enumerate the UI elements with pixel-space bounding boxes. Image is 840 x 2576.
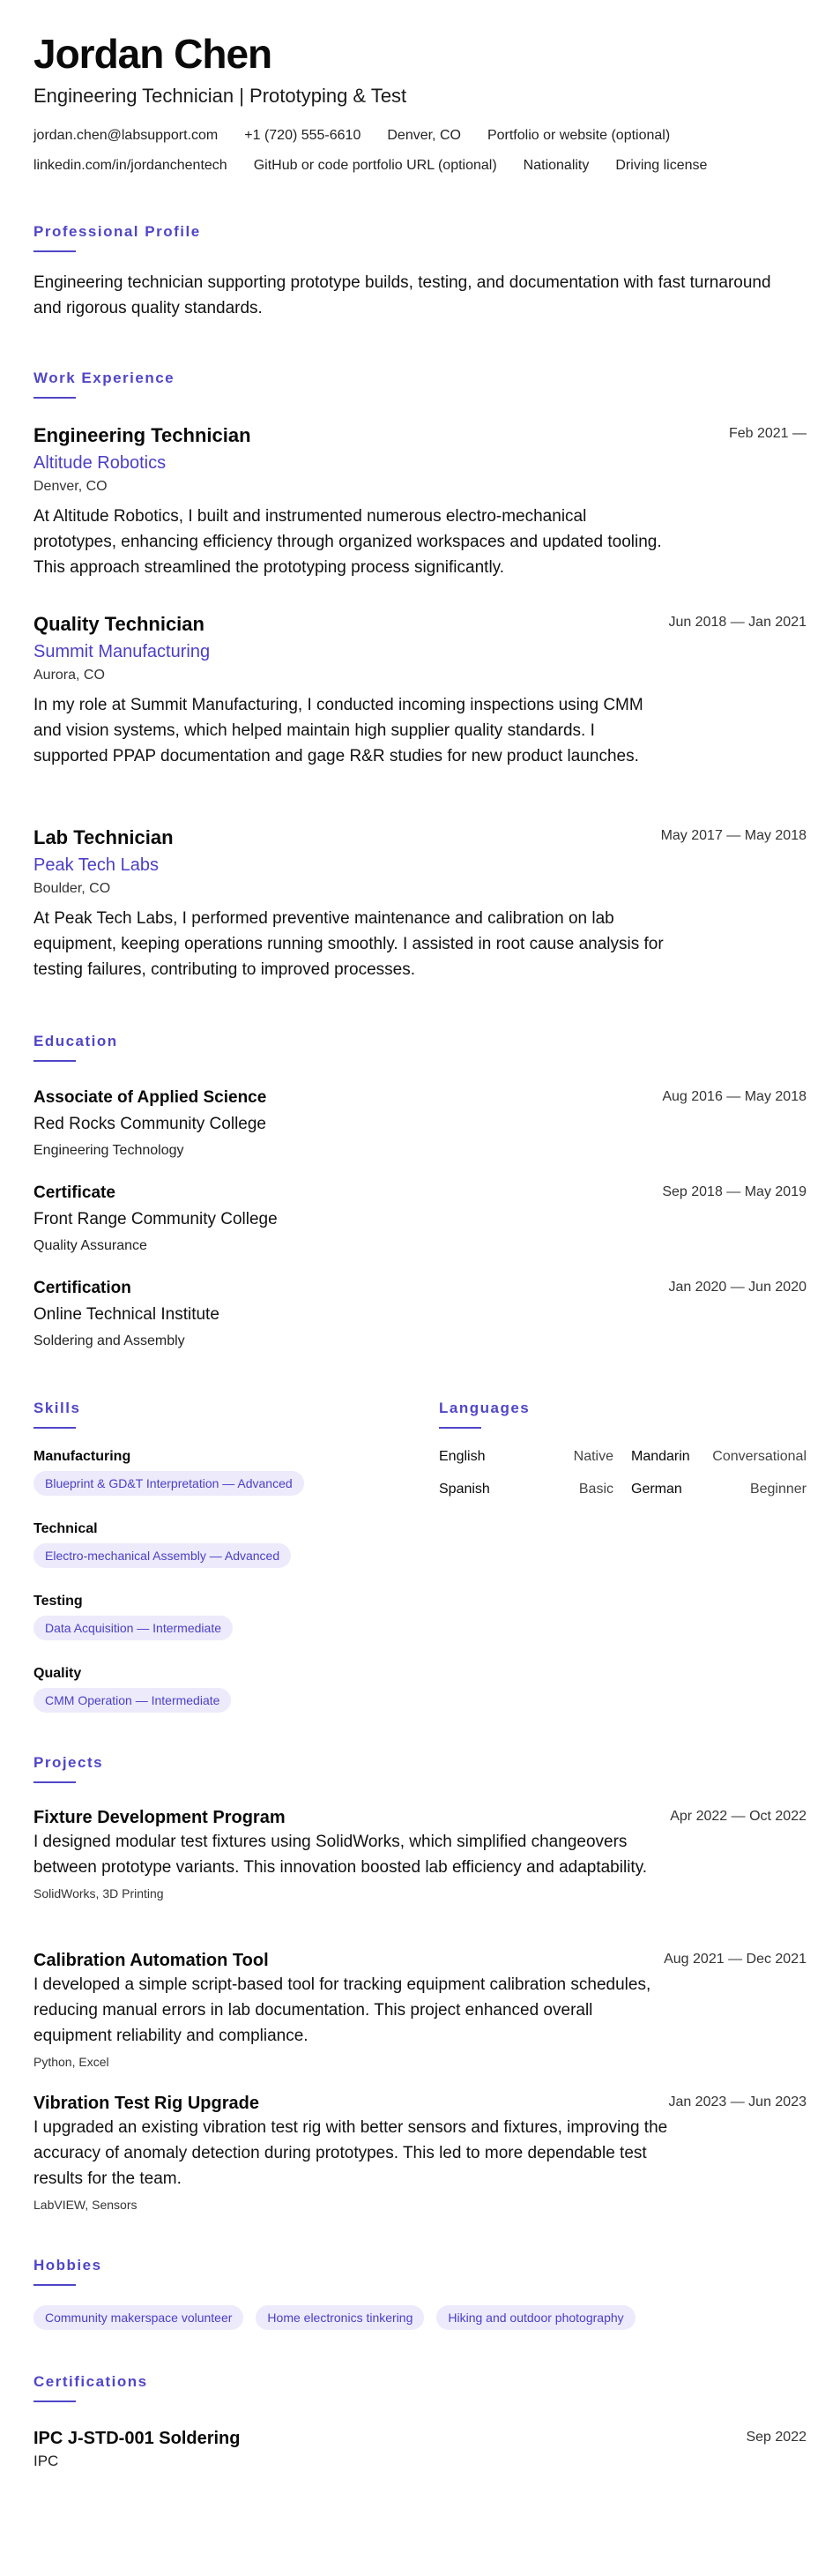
contact-linkedin[interactable]: linkedin.com/in/jordanchentech xyxy=(33,158,227,173)
experience-company: Peak Tech Labs xyxy=(33,855,159,875)
hobby-chip: Home electronics tinkering xyxy=(256,2305,424,2330)
project-item xyxy=(33,1806,807,1901)
experience-description: At Peak Tech Labs, I performed preventive maintenance and calibration on lab equipment, keeping operations running smoothly. I assisted in root cause analysis for testing failures, contributing to improved processes. xyxy=(33,909,664,979)
project-tech: SolidWorks, 3D Printing xyxy=(33,1886,164,1900)
profile-summary: Engineering technician supporting prototype builds, testing, and documentation with fast turnaround and rigorous quality standards. xyxy=(33,273,771,317)
education-field: Soldering and Assembly xyxy=(33,1333,185,1348)
project-description: I designed modular test fixtures using SolidWorks, which simplified changeovers between prototype variants. This innovation boosted lab efficiency and adaptability. xyxy=(33,1833,648,1877)
project-tech: Python, Excel xyxy=(33,2055,109,2069)
education-item xyxy=(33,1182,807,1256)
education-dates: Jan 2020 — Jun 2020 xyxy=(668,1280,807,1295)
profile-section xyxy=(33,222,807,321)
project-item xyxy=(33,1949,807,2070)
language-level: Beginner xyxy=(749,1482,807,1497)
education-degree: Certification xyxy=(33,1279,131,1297)
project-title: Fixture Development Program xyxy=(33,1808,286,1827)
hobby-chip: Hiking and outdoor photography xyxy=(436,2305,635,2330)
project-description: I developed a simple script-based tool for tracking equipment calibration schedules, reducing manual errors in lab documentation. This project enhanced overall equipment reliability and compliance. xyxy=(33,1975,651,2045)
section-title-certifications: Certifications xyxy=(33,2373,148,2390)
education-degree: Certificate xyxy=(33,1183,115,1202)
language-name: Spanish xyxy=(439,1482,490,1497)
hobby-chip: Community makerspace volunteer xyxy=(33,2305,243,2330)
language-level: Basic xyxy=(578,1482,613,1497)
contact-github[interactable]: GitHub or code portfolio URL (optional) xyxy=(253,158,497,173)
experience-title: Engineering Technician xyxy=(33,424,251,446)
project-item xyxy=(33,2092,807,2213)
education-dates: Sep 2018 — May 2019 xyxy=(662,1184,807,1199)
skill-chip: Electro-mechanical Assembly — Advanced xyxy=(33,1543,291,1568)
skill-chip: Blueprint & GD&T Interpretation — Advanced xyxy=(33,1471,304,1496)
section-divider xyxy=(33,1781,76,1783)
skill-category: Testing xyxy=(33,1594,83,1609)
experience-description: At Altitude Robotics, I built and instrumented numerous electro-mechanical prototypes, enhancing efficiency through organized workspaces and updated tooling. This approach streamlined the prototyping process significantly. xyxy=(33,507,662,577)
project-description: I upgraded an existing vibration test rig with better sensors and fixtures, improving the accuracy of anomaly detection during prototypes. This led to more dependable test results for the team. xyxy=(33,2118,668,2188)
project-title: Vibration Test Rig Upgrade xyxy=(33,2094,259,2113)
section-title-projects: Projects xyxy=(33,1754,104,1771)
education-school: Red Rocks Community College xyxy=(33,1115,266,1133)
education-school: Online Technical Institute xyxy=(33,1305,219,1324)
education-section xyxy=(33,1032,807,1358)
language-level: Native xyxy=(573,1449,613,1464)
section-divider xyxy=(33,2284,76,2286)
experience-dates: May 2017 — May 2018 xyxy=(660,828,807,843)
education-school: Front Range Community College xyxy=(33,1210,278,1228)
certification-title: IPC J-STD-001 Soldering xyxy=(33,2429,241,2448)
certifications-section xyxy=(33,2372,807,2478)
section-title-experience: Work Experience xyxy=(33,370,175,386)
contact-driving-license: Driving license xyxy=(615,158,708,173)
experience-description: In my role at Summit Manufacturing, I conducted incoming inspections using CMM and vision systems, which helped maintain high supplier quality standards. I supported PPAP documentation and gage R&R studies for new product launches. xyxy=(33,696,643,765)
experience-section xyxy=(33,369,807,986)
language-name: English xyxy=(439,1449,486,1464)
education-dates: Aug 2016 — May 2018 xyxy=(662,1089,807,1104)
section-title-skills: Skills xyxy=(33,1400,81,1416)
contact-nationality: Nationality xyxy=(523,158,590,173)
certification-issuer: IPC xyxy=(33,2453,59,2469)
candidate-name: Jordan Chen xyxy=(33,31,272,77)
experience-item xyxy=(33,612,807,769)
hobby-list xyxy=(33,2305,807,2330)
contact-portfolio[interactable]: Portfolio or website (optional) xyxy=(487,128,671,143)
experience-title: Lab Technician xyxy=(33,826,174,848)
experience-dates: Feb 2021 — xyxy=(728,426,807,441)
skill-chip: CMM Operation — Intermediate xyxy=(33,1688,231,1713)
candidate-headline: Engineering Technician | Prototyping & Test xyxy=(33,85,407,107)
languages-section xyxy=(439,1399,807,1505)
skill-category: Technical xyxy=(33,1521,98,1536)
hobbies-section xyxy=(33,2256,807,2330)
section-divider xyxy=(33,250,76,252)
project-dates: Aug 2021 — Dec 2021 xyxy=(664,1952,807,1967)
contact-location: Denver, CO xyxy=(387,128,461,143)
section-title-education: Education xyxy=(33,1033,118,1049)
education-field: Quality Assurance xyxy=(33,1238,147,1253)
language-level: Conversational xyxy=(712,1449,807,1464)
skills-section xyxy=(33,1399,404,1716)
section-divider xyxy=(33,1060,76,1062)
contact-email[interactable]: jordan.chen@labsupport.com xyxy=(33,128,219,143)
section-title-languages: Languages xyxy=(439,1400,531,1416)
education-item xyxy=(33,1086,807,1161)
experience-company: Summit Manufacturing xyxy=(33,642,211,661)
certification-item xyxy=(33,2427,807,2471)
language-name: Mandarin xyxy=(631,1449,690,1464)
resume-header xyxy=(33,32,807,175)
projects-section xyxy=(33,1753,807,2229)
education-item xyxy=(33,1277,807,1351)
skill-category: Quality xyxy=(33,1666,82,1681)
section-title-profile: Professional Profile xyxy=(33,223,201,240)
section-divider xyxy=(33,1427,76,1429)
contact-list xyxy=(33,127,809,175)
project-dates: Apr 2022 — Oct 2022 xyxy=(670,1809,807,1824)
section-divider xyxy=(33,2401,76,2402)
skill-category: Manufacturing xyxy=(33,1449,131,1464)
certification-date: Sep 2022 xyxy=(746,2430,807,2445)
project-dates: Jan 2023 — Jun 2023 xyxy=(668,2094,807,2109)
experience-title: Quality Technician xyxy=(33,613,204,635)
contact-phone[interactable]: +1 (720) 555-6610 xyxy=(244,128,361,143)
experience-dates: Jun 2018 — Jan 2021 xyxy=(668,615,807,630)
experience-location: Boulder, CO xyxy=(33,881,111,896)
language-name: German xyxy=(631,1482,682,1497)
experience-item xyxy=(33,423,807,580)
experience-company: Altitude Robotics xyxy=(33,453,167,473)
project-title: Calibration Automation Tool xyxy=(33,1951,269,1970)
skill-chip: Data Acquisition — Intermediate xyxy=(33,1616,233,1640)
section-title-hobbies: Hobbies xyxy=(33,2257,102,2274)
project-tech: LabVIEW, Sensors xyxy=(33,2198,138,2212)
education-field: Engineering Technology xyxy=(33,1143,184,1158)
education-degree: Associate of Applied Science xyxy=(33,1088,267,1107)
section-divider xyxy=(33,397,76,399)
experience-item xyxy=(33,825,807,982)
experience-location: Denver, CO xyxy=(33,479,108,494)
experience-location: Aurora, CO xyxy=(33,668,105,683)
section-divider xyxy=(439,1427,481,1429)
